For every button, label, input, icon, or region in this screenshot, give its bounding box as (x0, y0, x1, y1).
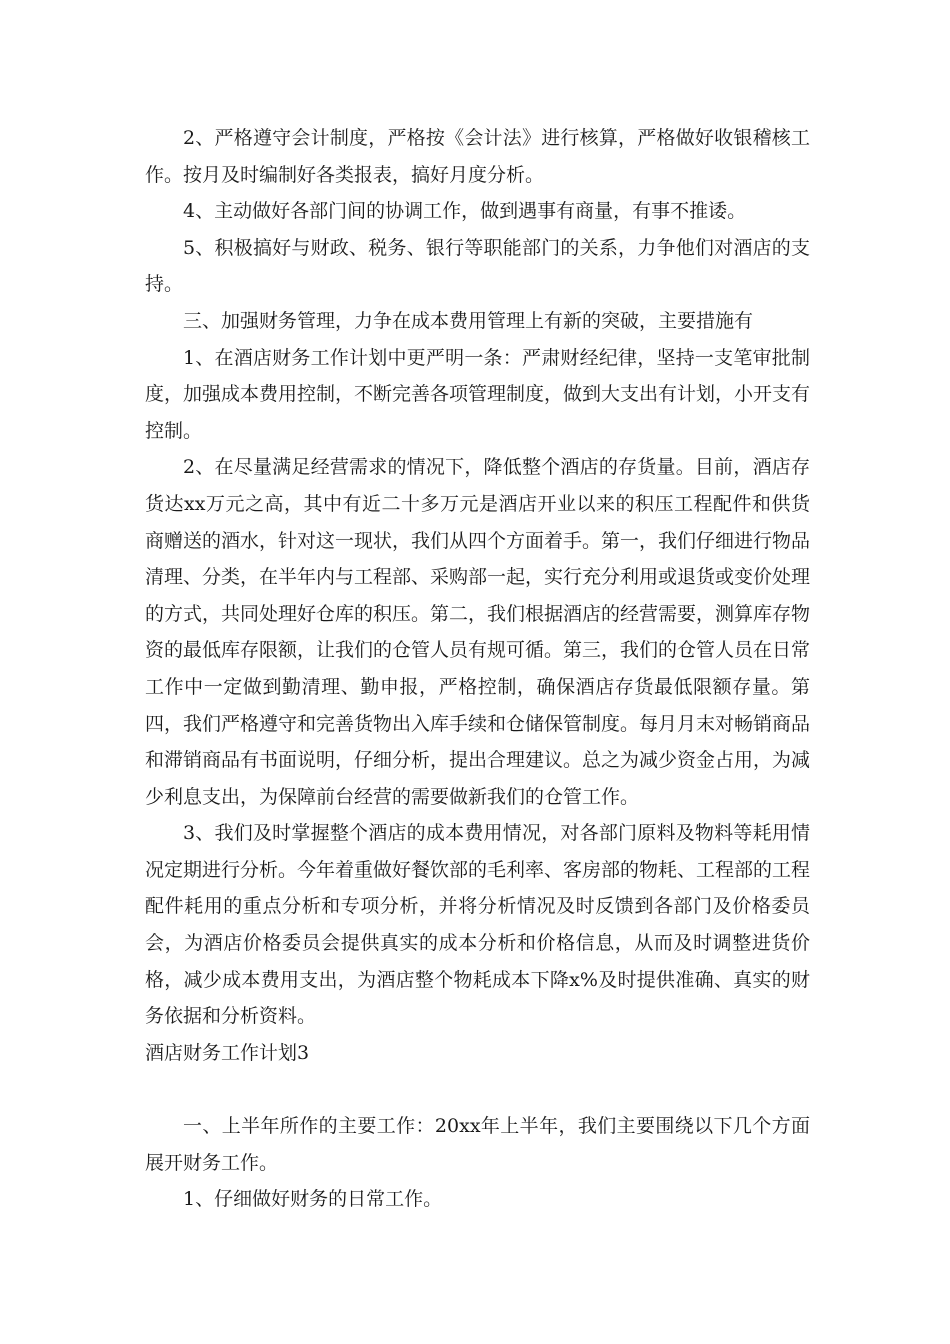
paragraph-first-half-summary: 一、上半年所作的主要工作：20xx年上半年，我们主要围绕以下几个方面展开财务工作。 (145, 1115, 810, 1174)
paragraph-cost-analysis: 3、我们及时掌握整个酒店的成本费用情况，对各部门原料及物料等耗用情况定期进行分析。今年着重做好餐饮部的毛利率、客房部的物耗、工程部的工程配件耗用的重点分析和专项分析，并将分析情况及时反馈到各部门及价格委员会，为酒店价格委员会提供真实的成本分析和价格信息，从而及时调整进货价格，减少成本费用支出，为酒店整个物耗成本下降x%及时提供准确、真实的财务依据和分析资料。 (145, 822, 811, 1028)
blank-line (145, 1071, 810, 1108)
paragraph-accounting-rules: 2、严格遵守会计制度，严格按《会计法》进行核算，严格做好收银稽核工作。按月及时编制好各类报表，搞好月度分析。 (145, 127, 810, 186)
section-title: 酒店财务工作计划3 (145, 1041, 310, 1064)
paragraph-coordination: 4、主动做好各部门间的协调工作，做到遇事有商量，有事不推诿。 (183, 200, 747, 223)
paragraph-inventory: 2、在尽量满足经营需求的情况下，降低整个酒店的存货量。目前，酒店存货达xx万元之高，其中有近二十多万元是酒店开业以来的积压工程配件和供货商赠送的酒水，针对这一现状，我们从四个方面着手。第一，我们仔细进行物品清理、分类，在半年内与工程部、采购部一起，实行充分利用或退货或变价处理的方式，共同处理好仓库的积压。第二，我们根据酒店的经营需要，测算库存物资的最低库存限额，让我们的仓管人员有规可循。第三，我们的仓管人员在日常工作中一定做到勤清理、勤申报，严格控制，确保酒店存货最低限额存量。第四，我们严格遵守和完善货物出入库手续和仓储保管制度。每月月末对畅销商品和滞销商品有书面说明，仔细分析，提出合理建议。总之为减少资金占用，为减少利息支出，为保障前台经营的需要做新我们的仓管工作。 (145, 456, 811, 808)
paragraph-daily-work: 1、仔细做好财务的日常工作。 (183, 1188, 443, 1211)
heading-section-three: 三、加强财务管理，力争在成本费用管理上有新的突破，主要措施有 (183, 309, 754, 332)
paragraph-external-relations: 5、积极搞好与财政、税务、银行等职能部门的关系，力争他们对酒店的支持。 (145, 236, 810, 296)
paragraph-discipline: 1、在酒店财务工作计划中更严明一条：严肃财经纪律，坚持一支笔审批制度，加强成本费用控制，不断完善各项管理制度，做到大支出有计划，小开支有控制。 (145, 346, 811, 442)
document-body (145, 120, 810, 1218)
